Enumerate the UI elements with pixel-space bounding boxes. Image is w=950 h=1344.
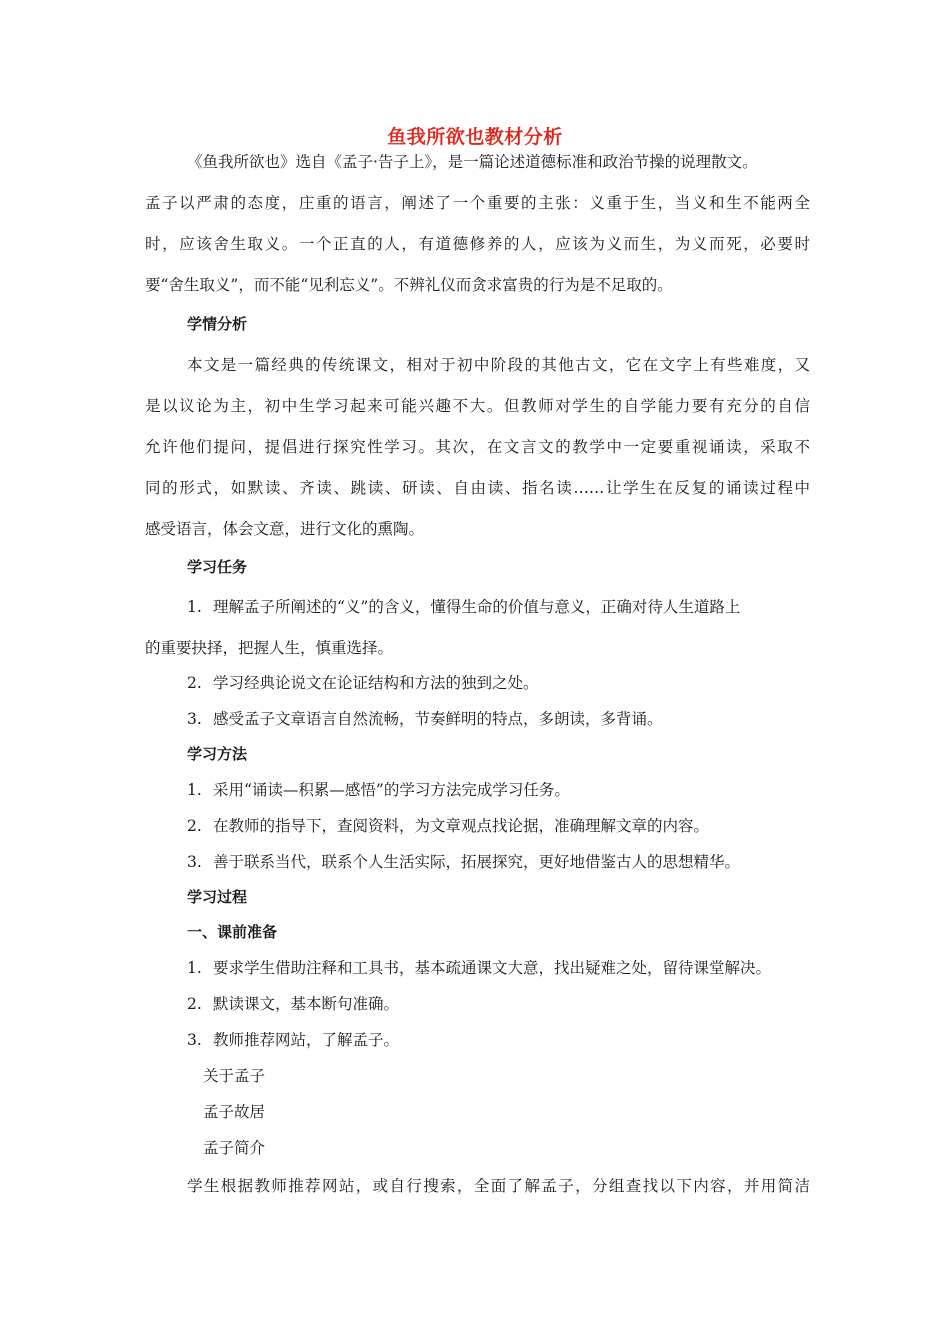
heading-learning-tasks: 学习任务 — [187, 558, 248, 576]
task-item-number: 2. — [187, 674, 202, 692]
method-item-1 — [187, 780, 810, 800]
method-item-number: 2. — [187, 817, 202, 835]
heading-learning-methods: 学习方法 — [187, 745, 248, 763]
method-item-text: 善于联系当代，联系个人生活实际，拓展探究，更好地借鉴古人的思想精华。 — [213, 853, 741, 871]
heading-learning-process: 学习过程 — [187, 888, 248, 906]
method-item-number: 3. — [187, 853, 202, 871]
prep-item-text: 要求学生借助注释和工具书，基本疏通课文大意，找出疑难之处，留待课堂解决。 — [213, 959, 772, 977]
prep-item-number: 1. — [187, 959, 202, 977]
analysis-line-4: 同的形式，如默读、齐读、跳读、研读、自由读、指名读……让学生在反复的诵读过程中 — [145, 479, 810, 497]
link-mencius-former-residence[interactable]: 孟子故居 — [203, 1103, 266, 1121]
task-item-1-continued: 的重要抉择，把握人生，慎重选择。 — [145, 639, 394, 657]
task-item-text: 理解孟子所阐述的“义”的含义，懂得生命的价值与意义，正确对待人生道路上 — [213, 598, 741, 616]
analysis-line-3: 允许他们提问，提倡进行探究性学习。其次，在文言文的教学中一定要重视诵读，采取不 — [145, 438, 810, 456]
method-item-text: 采用“诵读—积累—感悟”的学习方法完成学习任务。 — [213, 781, 570, 799]
method-item-number: 1. — [187, 781, 202, 799]
method-item-2 — [187, 816, 810, 836]
heading-pre-class-preparation: 一、课前准备 — [187, 923, 278, 941]
prep-item-number: 3. — [187, 1031, 202, 1049]
task-item-number: 3. — [187, 710, 202, 728]
prep-item-1 — [187, 958, 810, 978]
prep-item-text: 默读课文，基本断句准确。 — [213, 995, 400, 1013]
intro-line-1: 《鱼我所欲也》选自《孟子·告子上》，是一篇论述道德标准和政治节操的说理散文。 — [187, 153, 758, 171]
analysis-line-1: 本文是一篇经典的传统课文，相对于初中阶段的其他古文，它在文字上有些难度，又 — [187, 356, 810, 374]
method-item-text: 在教师的指导下，查阅资料，为文章观点找论据，准确理解文章的内容。 — [213, 817, 710, 835]
task-item-text: 学习经典论说文在论证结构和方法的独到之处。 — [213, 674, 539, 692]
prep-item-number: 2. — [187, 995, 202, 1013]
prep-item-3 — [187, 1030, 810, 1050]
heading-learning-analysis: 学情分析 — [187, 315, 248, 333]
intro-line-2: 孟子以严肃的态度，庄重的语言，阐述了一个重要的主张：义重于生，当义和生不能两全 — [145, 194, 810, 212]
link-about-mencius[interactable]: 关于孟子 — [203, 1067, 266, 1085]
analysis-line-5: 感受语言，体会文意，进行文化的熏陶。 — [145, 520, 425, 538]
task-item-3 — [187, 709, 810, 729]
page-title: 鱼我所欲也教材分析 — [387, 126, 563, 148]
task-item-text: 感受孟子文章语言自然流畅，节奏鲜明的特点，多朗读，多背诵。 — [213, 710, 663, 728]
task-item-number: 1. — [187, 598, 202, 616]
analysis-line-2: 是以议论为主，初中生学习起来可能兴趣不大。但教师对学生的自学能力要有充分的自信 — [145, 397, 810, 415]
method-item-3 — [187, 852, 810, 872]
intro-line-3: 时，应该舍生取义。一个正直的人，有道德修养的人，应该为义而生，为义而死，必要时 — [145, 235, 810, 253]
task-item-1 — [187, 597, 810, 617]
prep-item-2 — [187, 994, 810, 1014]
closing-line: 学生根据教师推荐网站，或自行搜索，全面了解孟子，分组查找以下内容，并用简洁 — [187, 1177, 810, 1195]
task-item-2 — [187, 673, 810, 693]
prep-item-text: 教师推荐网站，了解孟子。 — [213, 1031, 400, 1049]
intro-line-4: 要“舍生取义”，而不能“见利忘义”。不辨礼仪而贪求富贵的行为是不足取的。 — [145, 276, 673, 294]
link-mencius-biography[interactable]: 孟子简介 — [203, 1139, 266, 1157]
